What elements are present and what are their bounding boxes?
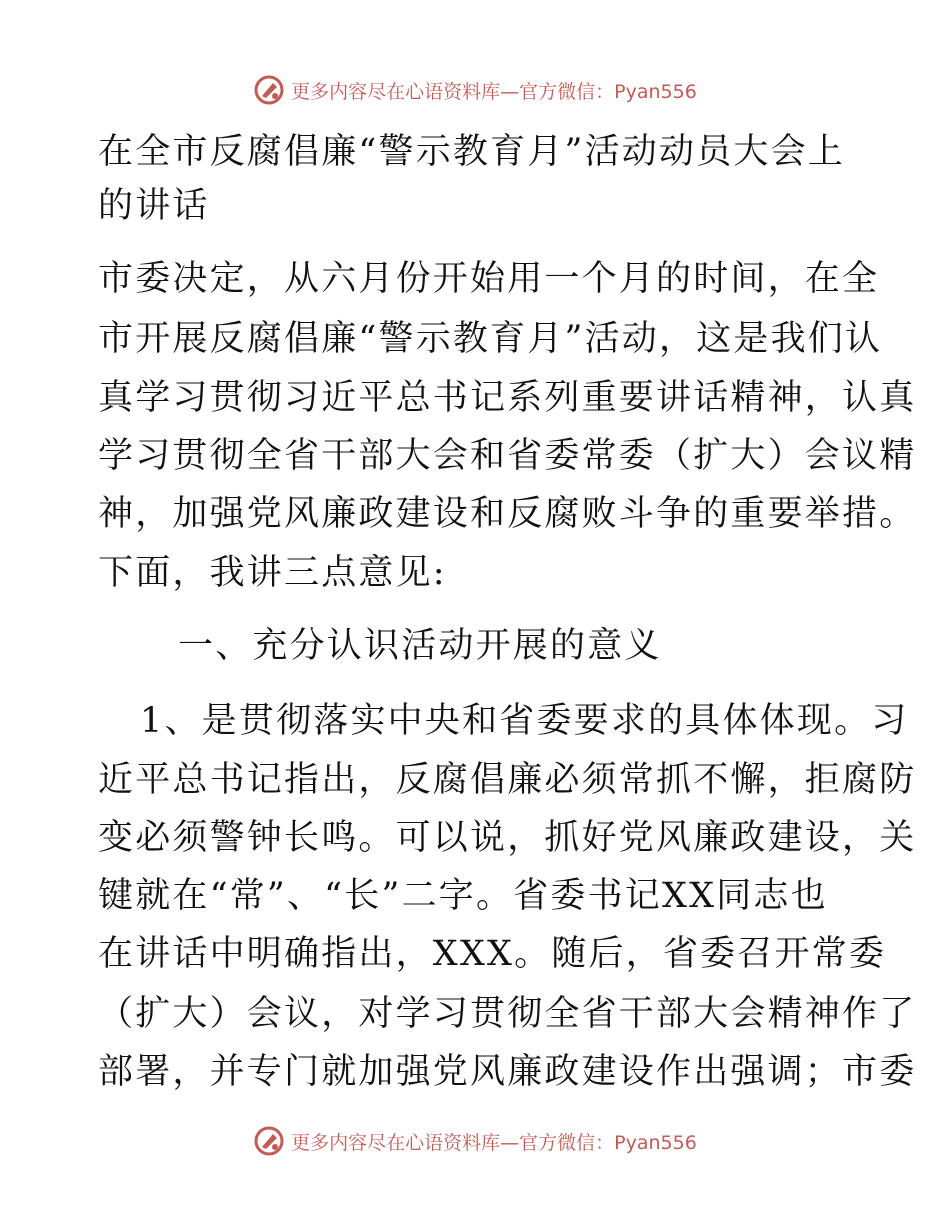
- paragraph-2-line-1: 1、是贯彻落实中央和省委要求的具体体现。习: [140, 701, 909, 741]
- paragraph-1-line-2: 市开展反腐倡廉“警示教育月”活动，这是我们认: [98, 319, 883, 359]
- paragraph-2-line-3: 变必须警钟长鸣。可以说，抓好党风廉政建设，关: [98, 818, 917, 858]
- paragraph-1-line-4: 学习贯彻全省干部大会和省委常委（扩大）会议精: [98, 436, 917, 476]
- document-title-line-2: 的讲话: [98, 186, 210, 226]
- paragraph-1-line-1: 市委决定，从六月份开始用一个月的时间，在全: [98, 259, 880, 299]
- paragraph-2-line-4: 键就在“常”、“长”二字。省委书记XX同志也: [98, 876, 828, 916]
- watermark-text: 更多内容尽在心语资料库—官方微信：Pyan556: [291, 80, 697, 103]
- section-heading-1: 一、充分认识活动开展的意义: [178, 626, 662, 666]
- watermark-banner-top: [0, 70, 950, 110]
- watermark-text: 更多内容尽在心语资料库—官方微信：Pyan556: [291, 1131, 697, 1154]
- paragraph-2-line-6: （扩大）会议，对学习贯彻全省干部大会精神作了: [98, 994, 917, 1034]
- document-title-line-1: 在全市反腐倡廉“警示教育月”活动动员大会上: [98, 132, 845, 172]
- paragraph-1-line-6: 下面，我讲三点意见:: [98, 553, 447, 593]
- brand-logo-icon: [253, 1125, 285, 1157]
- brand-logo-icon: [253, 74, 285, 106]
- paragraph-1-line-5: 神，加强党风廉政建设和反腐败斗争的重要举措。: [98, 494, 917, 534]
- paragraph-2-line-7: 部署，并专门就加强党风廉政建设作出强调；市委: [98, 1052, 917, 1092]
- paragraph-1-line-3: 真学习贯彻习近平总书记系列重要讲话精神，认真: [98, 378, 917, 418]
- paragraph-2-line-2: 近平总书记指出，反腐倡廉必须常抓不懈，拒腐防: [98, 760, 917, 800]
- watermark-banner-bottom: [0, 1121, 950, 1161]
- paragraph-2-line-5: 在讲话中明确指出，XXX。随后，省委召开常委: [98, 934, 887, 974]
